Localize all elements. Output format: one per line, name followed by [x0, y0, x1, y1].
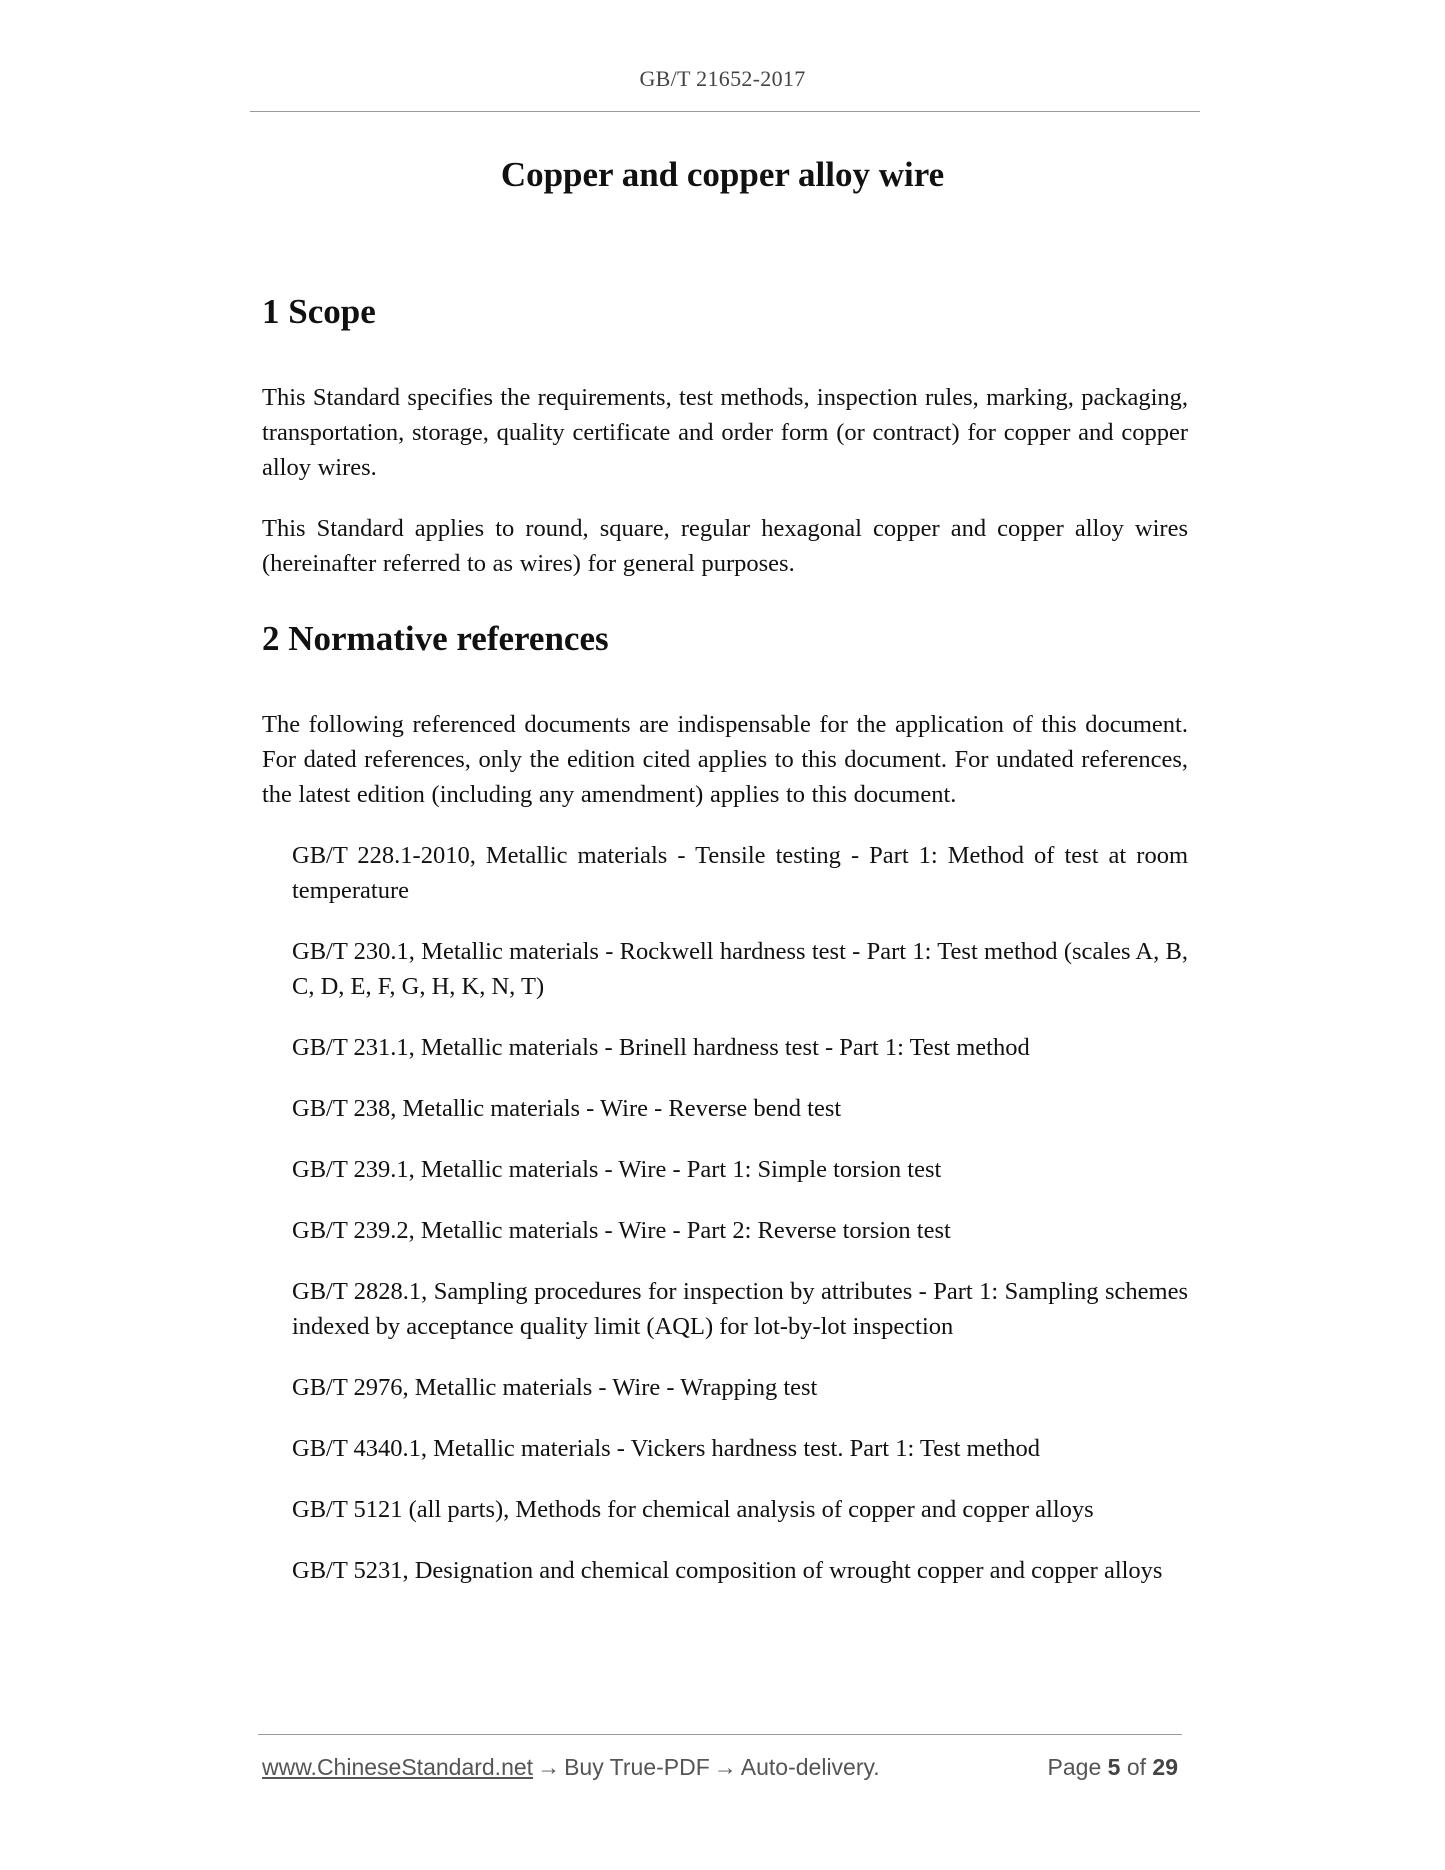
- reference-item: GB/T 5231, Designation and chemical composition of wrought copper and copper alloys: [292, 1557, 1163, 1584]
- footer-promo: [262, 1754, 880, 1781]
- references-intro-paragraph: The following referenced documents are indispensable for the application of this document. For dated references, only the edition cited applies to this document. For undated references, the latest edition (including any amendment) applies to this document.: [262, 711, 1188, 808]
- right-arrow-icon: →: [713, 1754, 737, 1780]
- total-page-count: 29: [1152, 1754, 1178, 1780]
- reference-item: GB/T 230.1, Metallic materials - Rockwell hardness test - Part 1: Test method (scales A, B, C, D, E, F, G, H, K, N, T): [292, 938, 1188, 1000]
- current-page-number: 5: [1107, 1754, 1121, 1780]
- reference-item: GB/T 4340.1, Metallic materials - Vickers hardness test. Part 1: Test method: [292, 1435, 1041, 1462]
- page-indicator: [1048, 1754, 1178, 1781]
- buy-true-pdf-text: Buy True-PDF: [564, 1754, 710, 1780]
- scope-paragraph: This Standard applies to round, square, regular hexagonal copper and copper alloy wires (hereinafter referred to as wires) for general purposes.: [262, 515, 1188, 577]
- reference-item: GB/T 5121 (all parts), Methods for chemical analysis of copper and copper alloys: [292, 1496, 1094, 1523]
- right-arrow-icon: →: [537, 1754, 561, 1780]
- page-label: Page: [1047, 1754, 1102, 1780]
- document-title: Copper and copper alloy wire: [500, 155, 945, 194]
- document-body: [262, 290, 1188, 1614]
- reference-item: GB/T 2976, Metallic materials - Wire - Wrapping test: [292, 1374, 818, 1401]
- auto-delivery-text: Auto-delivery.: [740, 1754, 880, 1780]
- reference-item: GB/T 2828.1, Sampling procedures for inspection by attributes - Part 1: Sampling schemes indexed by acceptance quality limit (AQL) for lot-by-lot inspection: [292, 1278, 1188, 1340]
- scope-paragraph: This Standard specifies the requirements, test methods, inspection rules, marking, packaging, transportation, storage, quality certificate and order form (or contract) for copper and copper alloy wires.: [262, 384, 1188, 481]
- section-heading-scope: 1 Scope: [262, 292, 376, 331]
- reference-list: [262, 838, 1188, 1588]
- header-document-code: GB/T 21652-2017: [639, 66, 806, 91]
- footer-divider: [258, 1734, 1182, 1735]
- reference-item: GB/T 238, Metallic materials - Wire - Reverse bend test: [292, 1095, 842, 1122]
- of-label: of: [1126, 1754, 1147, 1780]
- reference-item: GB/T 228.1-2010, Metallic materials - Tensile testing - Part 1: Method of test at room temperature: [292, 842, 1188, 904]
- header-divider: [250, 111, 1200, 112]
- section-heading-normative-references: 2 Normative references: [262, 619, 609, 658]
- reference-item: GB/T 231.1, Metallic materials - Brinell hardness test - Part 1: Test method: [292, 1034, 1030, 1061]
- reference-item: GB/T 239.1, Metallic materials - Wire - Part 1: Simple torsion test: [292, 1156, 942, 1183]
- page-footer: [262, 1754, 1182, 1786]
- reference-item: GB/T 239.2, Metallic materials - Wire - Part 2: Reverse torsion test: [292, 1217, 951, 1244]
- website-link[interactable]: www.ChineseStandard.net: [262, 1754, 534, 1780]
